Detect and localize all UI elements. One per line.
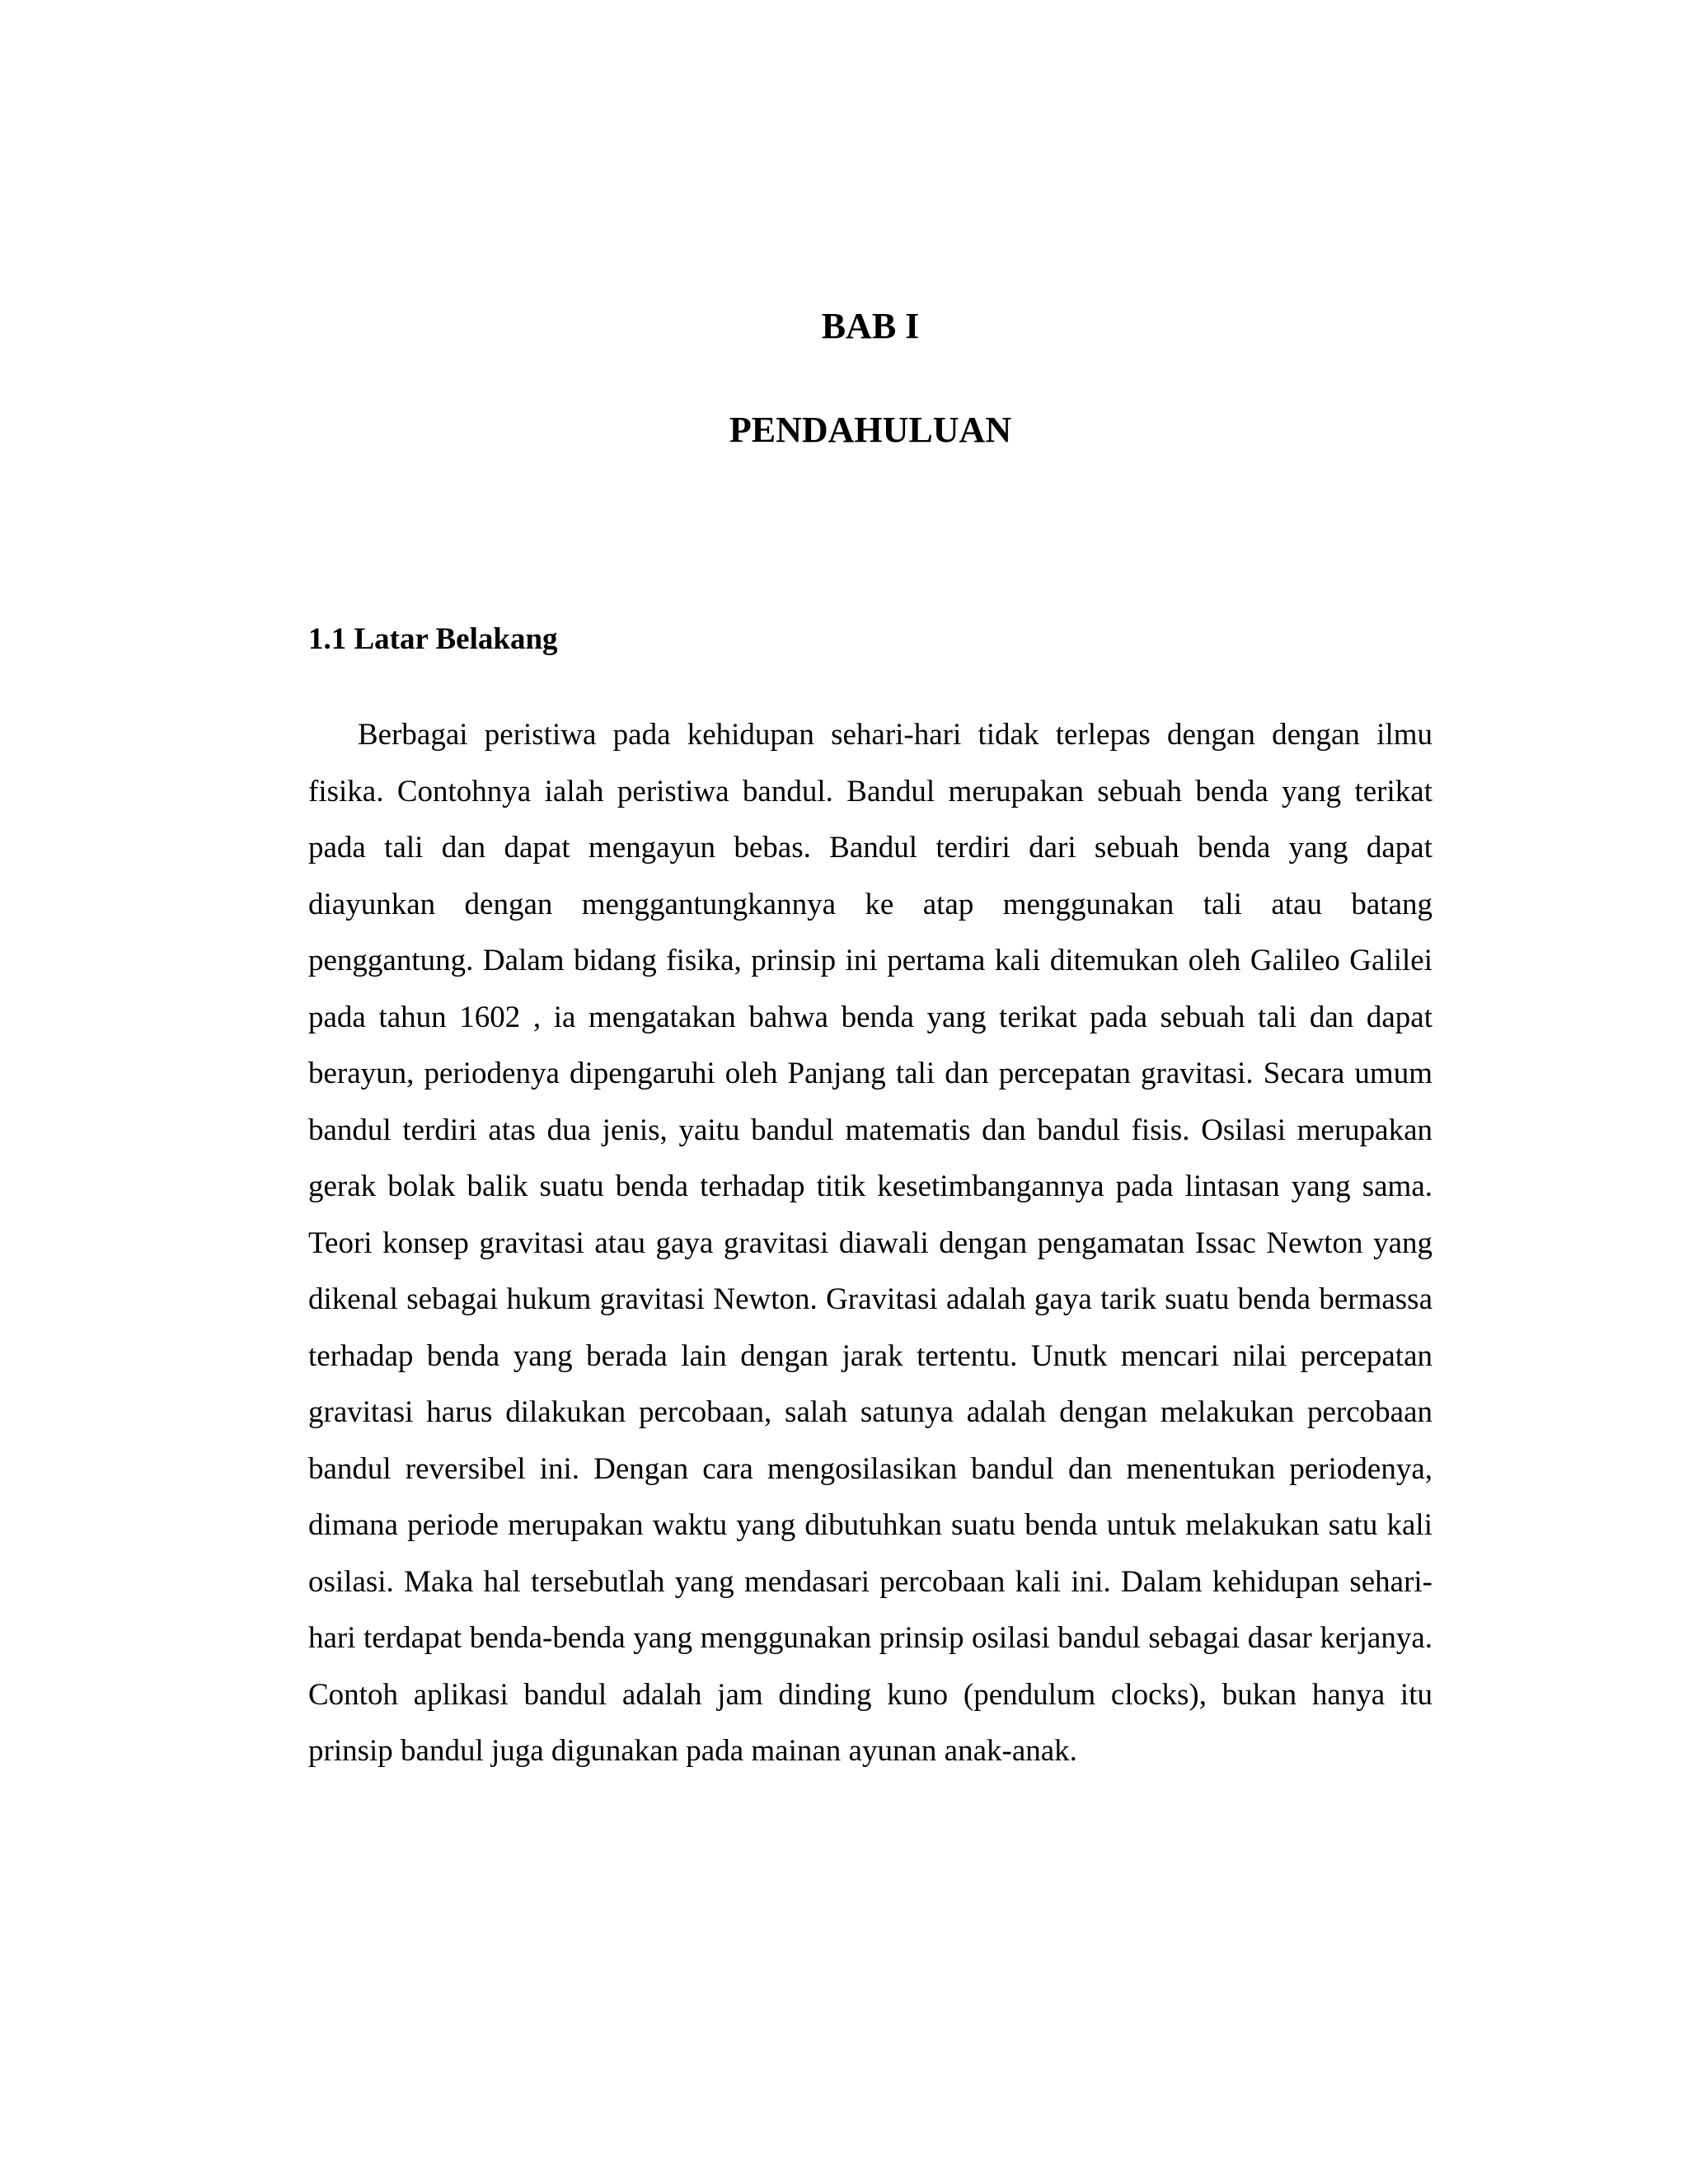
chapter-title: PENDAHULUAN [729,410,1012,450]
section-heading: 1.1 Latar Belakang [308,622,558,656]
chapter-label: BAB I [821,306,920,346]
body-paragraph: Berbagai peristiwa pada kehidupan sehari-hari tidak terlepas dengan dengan ilmu fisika. Contohnya ialah peristiwa bandul. Bandul merupakan sebuah benda yang terikat pada tali dan dapat mengayun bebas. Bandul terdiri dari sebuah benda yang dapat diayunkan dengan menggantungkannya ke atap menggunakan tali atau batang penggantung. Dalam bidang fisika, prinsip ini pertama kali ditemukan oleh Galileo Galilei pada tahun 1602 , ia mengatakan bahwa benda yang terikat pada sebuah tali dan dapat berayun, periodenya dipengaruhi oleh Panjang tali dan percepatan gravitasi. Secara umum bandul terdiri atas dua jenis, yaitu bandul matematis dan bandul fisis. Osilasi merupakan gerak bolak balik suatu benda terhadap titik kesetimbangannya pada lintasan yang sama. Teori konsep gravitasi atau gaya gravitasi diawali dengan pengamatan Issac Newton yang dikenal sebagai hukum gravitasi Newton. Gravitasi adalah gaya tarik suatu benda bermassa terhadap benda yang berada lain dengan jarak tertentu. Unutk mencari nilai percepatan gravitasi harus dilakukan percobaan, salah satunya adalah dengan melakukan percobaan bandul reversibel ini. Dengan cara mengosilasikan bandul dan menentukan periodenya, dimana periode merupakan waktu yang dibutuhkan suatu benda untuk melakukan satu kali osilasi. Maka hal tersebutlah yang mendasari percobaan kali ini. Dalam kehidupan sehari-hari terdapat benda-benda yang menggunakan prinsip osilasi bandul sebagai dasar kerjanya. Contoh aplikasi bandul adalah jam dinding kuno (pendulum clocks), bukan hanya itu prinsip bandul juga digunakan pada mainan ayunan anak-anak. [308,718,1432,1768]
